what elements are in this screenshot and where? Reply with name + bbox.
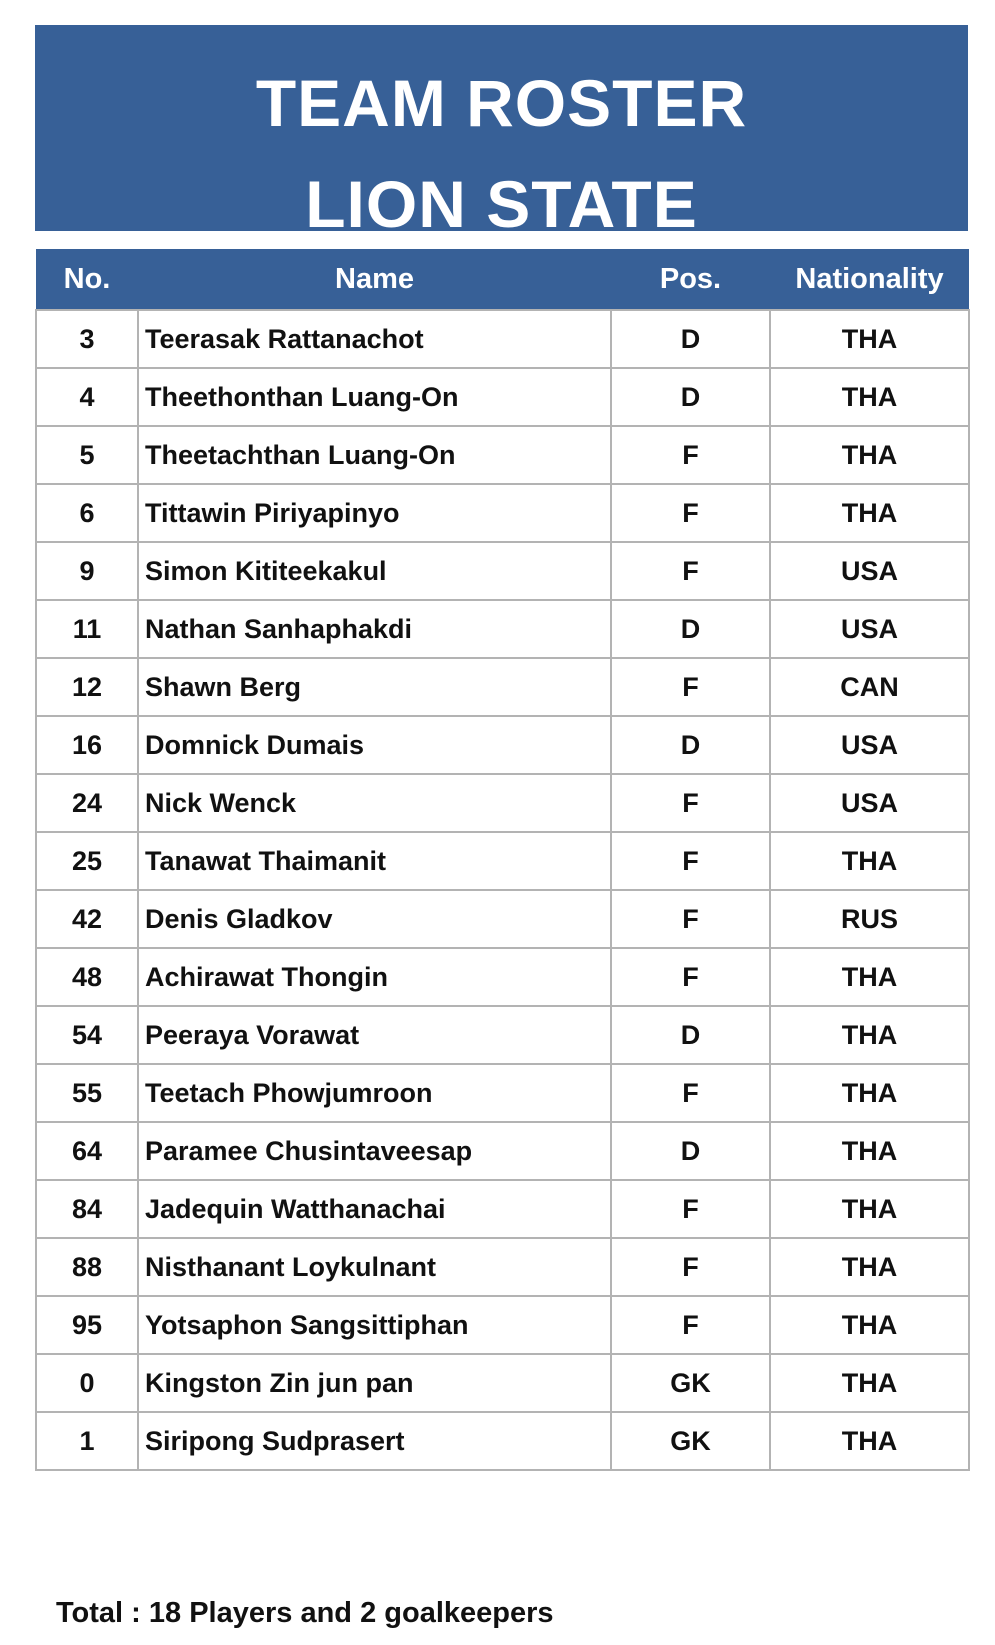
- cell-position: D: [611, 1122, 770, 1180]
- table-row: [36, 368, 969, 426]
- cell-number: 95: [36, 1296, 138, 1354]
- cell-player-name: Siripong Sudprasert: [138, 1412, 611, 1470]
- cell-number: 5: [36, 426, 138, 484]
- cell-nationality: THA: [770, 426, 969, 484]
- cell-player-name: Shawn Berg: [138, 658, 611, 716]
- cell-position: D: [611, 600, 770, 658]
- cell-player-name: Peeraya Vorawat: [138, 1006, 611, 1064]
- table-row: [36, 310, 969, 368]
- cell-player-name: Paramee Chusintaveesap: [138, 1122, 611, 1180]
- cell-number: 84: [36, 1180, 138, 1238]
- column-header-name: Name: [138, 249, 611, 310]
- cell-player-name: Domnick Dumais: [138, 716, 611, 774]
- table-row: [36, 484, 969, 542]
- cell-player-name: Theethonthan Luang-On: [138, 368, 611, 426]
- cell-number: 16: [36, 716, 138, 774]
- cell-position: F: [611, 1238, 770, 1296]
- table-row: [36, 832, 969, 890]
- cell-number: 1: [36, 1412, 138, 1470]
- cell-position: F: [611, 1064, 770, 1122]
- cell-position: D: [611, 716, 770, 774]
- cell-nationality: RUS: [770, 890, 969, 948]
- table-row: [36, 1122, 969, 1180]
- cell-number: 6: [36, 484, 138, 542]
- table-row: [36, 1412, 969, 1470]
- cell-player-name: Teetach Phowjumroon: [138, 1064, 611, 1122]
- table-row: [36, 1296, 969, 1354]
- cell-number: 25: [36, 832, 138, 890]
- title-banner: [35, 25, 968, 241]
- cell-nationality: THA: [770, 1122, 969, 1180]
- table-row: [36, 890, 969, 948]
- cell-nationality: THA: [770, 832, 969, 890]
- cell-player-name: Denis Gladkov: [138, 890, 611, 948]
- cell-position: D: [611, 368, 770, 426]
- cell-nationality: THA: [770, 368, 969, 426]
- cell-player-name: Nisthanant Loykulnant: [138, 1238, 611, 1296]
- cell-position: F: [611, 890, 770, 948]
- cell-nationality: USA: [770, 716, 969, 774]
- table-row: [36, 1064, 969, 1122]
- cell-number: 88: [36, 1238, 138, 1296]
- header-row: [36, 249, 969, 310]
- roster-title: TEAM ROSTER: [255, 66, 748, 140]
- cell-number: 11: [36, 600, 138, 658]
- column-header-position: Pos.: [611, 249, 770, 310]
- column-header-nationality: Nationality: [770, 249, 969, 310]
- cell-position: F: [611, 484, 770, 542]
- cell-nationality: THA: [770, 1006, 969, 1064]
- cell-nationality: THA: [770, 1064, 969, 1122]
- cell-position: F: [611, 542, 770, 600]
- cell-position: F: [611, 774, 770, 832]
- cell-position: F: [611, 426, 770, 484]
- cell-nationality: THA: [770, 1412, 969, 1470]
- cell-nationality: THA: [770, 1296, 969, 1354]
- roster-table-body: [36, 310, 969, 1470]
- column-header-number: No.: [36, 249, 138, 310]
- table-row: [36, 948, 969, 1006]
- cell-number: 9: [36, 542, 138, 600]
- cell-player-name: Nathan Sanhaphakdi: [138, 600, 611, 658]
- cell-number: 3: [36, 310, 138, 368]
- cell-nationality: THA: [770, 310, 969, 368]
- table-row: [36, 658, 969, 716]
- cell-position: D: [611, 310, 770, 368]
- cell-nationality: THA: [770, 1180, 969, 1238]
- cell-nationality: THA: [770, 1354, 969, 1412]
- roster-table: [35, 249, 970, 1471]
- cell-player-name: Jadequin Watthanachai: [138, 1180, 611, 1238]
- table-row: [36, 542, 969, 600]
- cell-position: GK: [611, 1354, 770, 1412]
- cell-player-name: Teerasak Rattanachot: [138, 310, 611, 368]
- cell-position: D: [611, 1006, 770, 1064]
- cell-number: 4: [36, 368, 138, 426]
- team-name: LION STATE: [305, 167, 698, 241]
- cell-position: F: [611, 948, 770, 1006]
- cell-player-name: Nick Wenck: [138, 774, 611, 832]
- table-row: [36, 1238, 969, 1296]
- table-row: [36, 600, 969, 658]
- cell-number: 54: [36, 1006, 138, 1064]
- cell-nationality: THA: [770, 948, 969, 1006]
- cell-number: 24: [36, 774, 138, 832]
- table-row: [36, 1006, 969, 1064]
- cell-nationality: THA: [770, 484, 969, 542]
- cell-player-name: Tittawin Piriyapinyo: [138, 484, 611, 542]
- cell-number: 42: [36, 890, 138, 948]
- cell-number: 55: [36, 1064, 138, 1122]
- cell-position: F: [611, 1296, 770, 1354]
- cell-position: F: [611, 832, 770, 890]
- cell-player-name: Simon Kititeekakul: [138, 542, 611, 600]
- cell-number: 0: [36, 1354, 138, 1412]
- cell-number: 48: [36, 948, 138, 1006]
- cell-nationality: USA: [770, 600, 969, 658]
- table-row: [36, 426, 969, 484]
- cell-position: GK: [611, 1412, 770, 1470]
- cell-player-name: Tanawat Thaimanit: [138, 832, 611, 890]
- cell-nationality: THA: [770, 1238, 969, 1296]
- table-row: [36, 1354, 969, 1412]
- cell-number: 64: [36, 1122, 138, 1180]
- table-row: [36, 716, 969, 774]
- roster-table-header: [36, 249, 969, 310]
- cell-player-name: Kingston Zin jun pan: [138, 1354, 611, 1412]
- cell-position: F: [611, 658, 770, 716]
- table-row: [36, 1180, 969, 1238]
- table-row: [36, 774, 969, 832]
- cell-player-name: Yotsaphon Sangsittiphan: [138, 1296, 611, 1354]
- cell-nationality: USA: [770, 542, 969, 600]
- cell-player-name: Theetachthan Luang-On: [138, 426, 611, 484]
- cell-number: 12: [36, 658, 138, 716]
- cell-player-name: Achirawat Thongin: [138, 948, 611, 1006]
- cell-nationality: CAN: [770, 658, 969, 716]
- cell-position: F: [611, 1180, 770, 1238]
- total-summary: Total : 18 Players and 2 goalkeepers: [56, 1597, 554, 1629]
- cell-nationality: USA: [770, 774, 969, 832]
